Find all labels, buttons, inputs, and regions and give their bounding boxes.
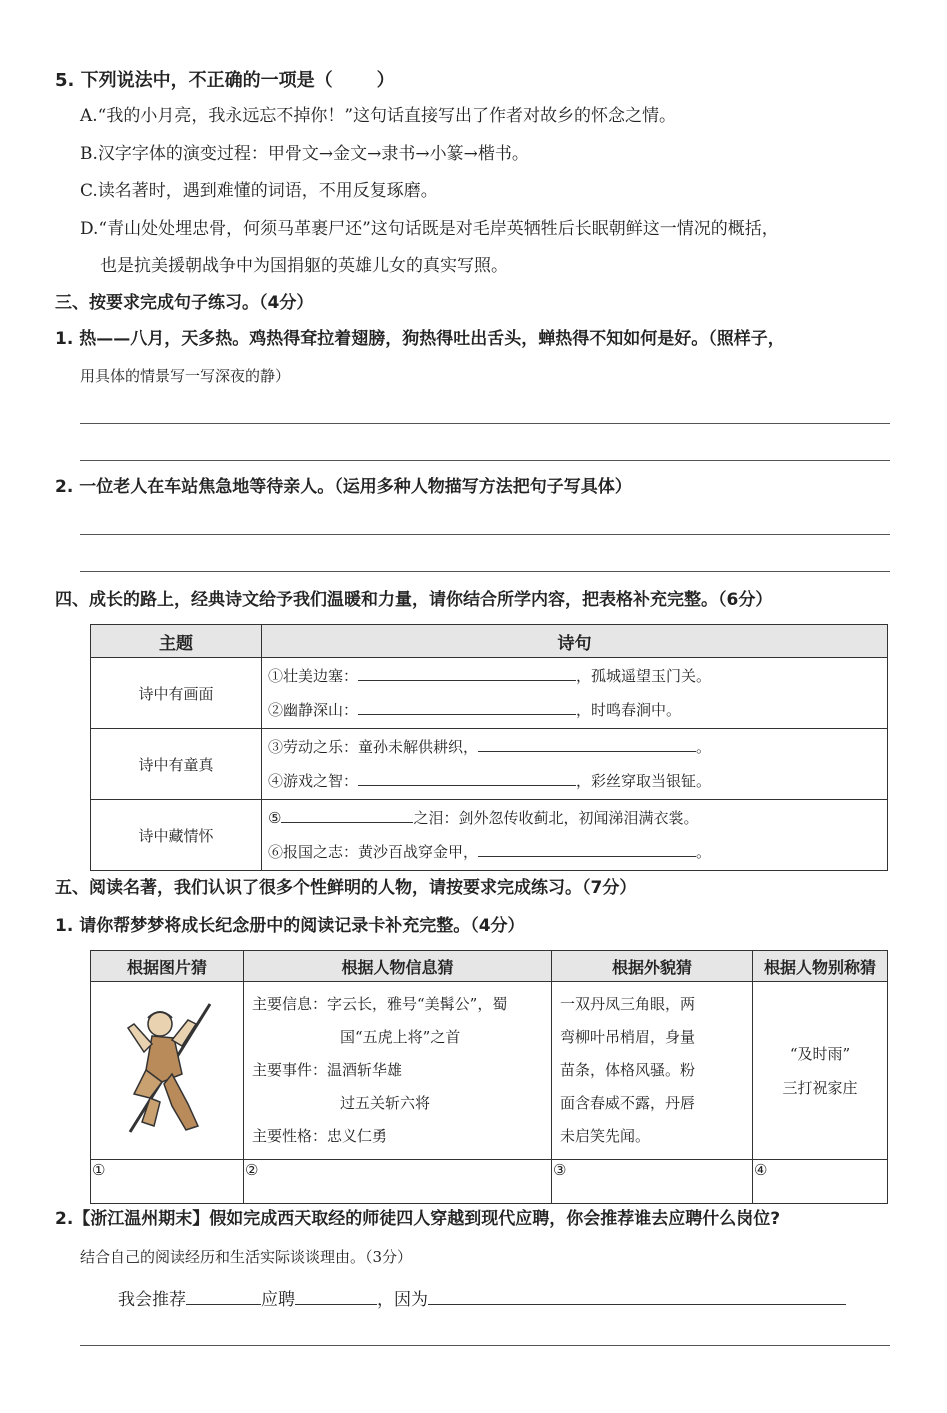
q5-stem: 5. 下列说法中，不正确的一项是（ ） <box>55 70 395 91</box>
section-5-heading: 五、阅读名著，我们认识了很多个性鲜明的人物，请按要求完成练习。（7分） <box>55 878 637 898</box>
q5-option-d-cont: 也是抗美援朝战争中为国捐躯的英雄儿女的真实写照。 <box>100 256 508 276</box>
verse-cell: ⑤ 之泪：剑外忽传收蓟北，初闻涕泪满衣裳。 ⑥报国之志：黄沙百战穿金甲， 。 <box>262 800 888 871</box>
q5-option-a: A.“我的小月亮，我永远忘不掉你！”这句话直接写出了作者对故乡的怀念之情。 <box>80 106 677 126</box>
section-4-heading: 四、成长的路上，经典诗文给予我们温暖和力量，请你结合所学内容，把表格补充完整。（6分） <box>55 590 773 610</box>
theme-cell: 诗中有童真 <box>91 729 262 800</box>
verse-cell: ③劳动之乐：童孙未解供耕织， 。 ④游戏之智： ，彩丝穿取当银钲。 <box>262 729 888 800</box>
poetry-table <box>90 624 888 871</box>
col-verse: 诗句 <box>262 625 888 658</box>
fill-blank[interactable] <box>281 804 413 823</box>
col-nickname: 根据人物别称猜 <box>753 951 888 982</box>
answer-cell-3[interactable]: ③ <box>552 1160 753 1204</box>
col-info: 根据人物信息猜 <box>244 951 552 982</box>
s5-q1: 1. 请你帮梦梦将成长纪念册中的阅读记录卡补充完整。（4分） <box>55 916 525 936</box>
answer-line[interactable] <box>80 534 890 535</box>
fill-blank-position[interactable] <box>295 1286 377 1305</box>
appearance-cell: 一双丹凤三角眼，两 弯柳叶吊梢眉，身量 苗条，体格风骚。粉 面含春威不露，丹唇 未启笑先闻。 <box>552 982 753 1160</box>
answer-cell-4[interactable]: ④ <box>753 1160 888 1204</box>
s3-q1-line2: 用具体的情景写一写深夜的静） <box>80 367 291 385</box>
section-3-heading: 三、按要求完成句子练习。（4分） <box>55 293 314 313</box>
fill-blank[interactable] <box>358 662 576 681</box>
answer-line[interactable] <box>80 1345 890 1346</box>
q5-option-b: B.汉字字体的演变过程：甲骨文→金文→隶书→小篆→楷书。 <box>80 144 529 164</box>
answer-cell-2[interactable]: ② <box>244 1160 552 1204</box>
recommend-fill-line: 我会推荐 应聘 ，因为 <box>118 1286 846 1311</box>
s5-q2-line2: 结合自己的阅读经历和生活实际谈谈理由。（3分） <box>80 1248 413 1266</box>
fill-blank-reason[interactable] <box>428 1286 846 1305</box>
nickname-cell: “及时雨” 三打祝家庄 <box>753 982 888 1160</box>
theme-cell: 诗中藏情怀 <box>91 800 262 871</box>
answer-line[interactable] <box>80 460 890 461</box>
col-picture: 根据图片猜 <box>91 951 244 982</box>
source-tag: 【浙江温州期末】 <box>73 1209 210 1229</box>
fill-blank[interactable] <box>478 733 696 752</box>
q5-option-c: C.读名著时，遇到难懂的词语，不用反复琢磨。 <box>80 181 438 201</box>
verse-cell: ①壮美边塞： ，孤城遥望玉门关。 ②幽静深山： ，时鸣春涧中。 <box>262 658 888 729</box>
fill-blank[interactable] <box>358 767 576 786</box>
col-appearance: 根据外貌猜 <box>552 951 753 982</box>
s5-q2-line1: 2.【浙江温州期末】假如完成西天取经的师徒四人穿越到现代应聘，你会推荐谁去应聘什么岗位? <box>55 1209 781 1229</box>
s3-q2: 2. 一位老人在车站焦急地等待亲人。（运用多种人物描写方法把句子写具体） <box>55 477 632 497</box>
fill-blank-person[interactable] <box>186 1286 261 1305</box>
theme-cell: 诗中有画面 <box>91 658 262 729</box>
answer-line[interactable] <box>80 571 890 572</box>
info-cell: 主要信息：字云长，雅号“美髯公”，蜀 国“五虎上将”之首 主要事件：温酒斩华雄 过五关斩六将 主要性格：忠义仁勇 <box>244 982 552 1160</box>
answer-cell-1[interactable]: ① <box>91 1160 244 1204</box>
reading-card-table <box>90 950 888 1204</box>
s3-q1-line1: 1. 热——八月，天多热。鸡热得耷拉着翅膀，狗热得吐出舌头，蝉热得不知如何是好。（照样子， <box>55 329 785 349</box>
answer-line[interactable] <box>80 423 890 424</box>
monkey-king-illustration-icon <box>112 994 222 1144</box>
col-theme: 主题 <box>91 625 262 658</box>
character-picture-cell <box>91 982 244 1160</box>
fill-blank[interactable] <box>358 696 576 715</box>
q5-option-d: D.“青山处处埋忠骨，何须马革裹尸还”这句话既是对毛岸英牺牲后长眠朝鲜这一情况的概括， <box>80 219 779 239</box>
fill-blank[interactable] <box>478 838 696 857</box>
